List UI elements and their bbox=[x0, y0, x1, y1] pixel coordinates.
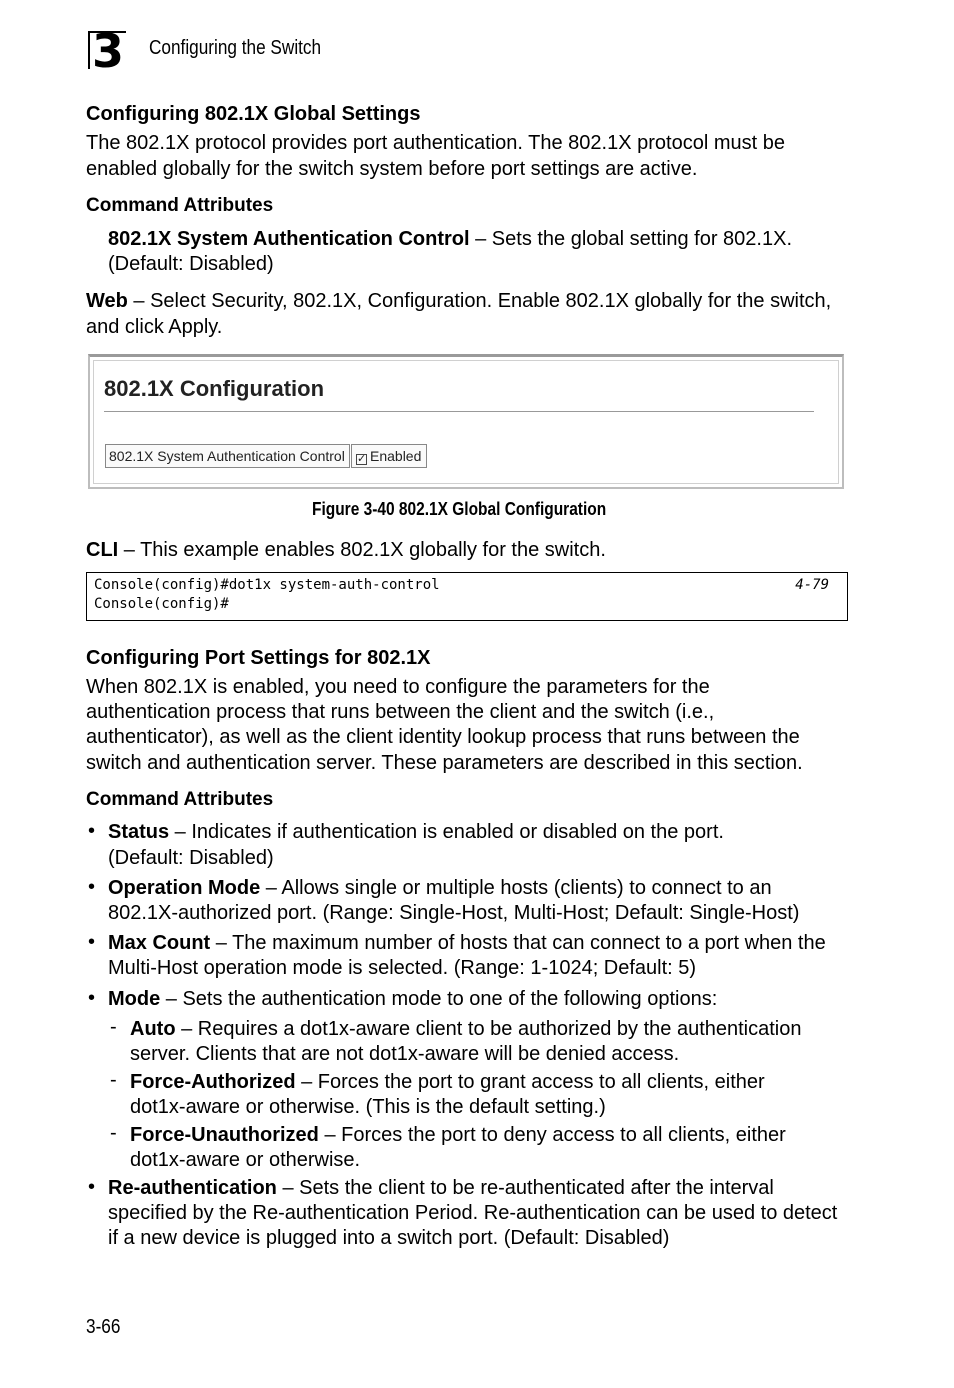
command-attributes-heading-2: Command Attributes bbox=[86, 789, 274, 810]
forceauth-desc: – Forces the port to grant access to all clients, either bbox=[295, 1071, 765, 1093]
mode-force-unauthorized bbox=[130, 1122, 786, 1148]
web-desc: – Select Security, 802.1X, Configuration. Enable 802.1X globally for the switch, bbox=[127, 290, 832, 312]
mode-auto bbox=[130, 1016, 802, 1042]
running-title: Configuring the Switch bbox=[149, 37, 322, 59]
bullet: • bbox=[88, 876, 96, 898]
attr-status bbox=[108, 819, 724, 845]
cli-term: CLI bbox=[86, 539, 119, 561]
auto-line-2: server. Clients that are not dot1x-aware will be denied access. bbox=[130, 1043, 680, 1065]
port-intro-line-3: authenticator), as well as the client identity lookup process that runs between the bbox=[86, 726, 800, 748]
code-line-2: Console(config)# bbox=[94, 596, 229, 612]
status-desc: – Indicates if authentication is enabled or disabled on the port. bbox=[169, 821, 724, 843]
forceunauth-line-2: dot1x-aware or otherwise. bbox=[130, 1149, 361, 1171]
figure-caption: Figure 3-40 802.1X Global Configuration bbox=[312, 499, 607, 519]
attr-re-authentication bbox=[108, 1175, 774, 1201]
mode-term: Mode bbox=[108, 988, 161, 1010]
cli-desc: – This example enables 802.1X globally for the switch. bbox=[118, 539, 606, 561]
web-term: Web bbox=[86, 290, 128, 312]
intro-line-2: enabled globally for the switch system before port settings are active. bbox=[86, 158, 698, 180]
forceauth-line-2: dot1x-aware or otherwise. (This is the default setting.) bbox=[130, 1096, 606, 1118]
dash: - bbox=[110, 1122, 117, 1144]
section-heading-global: Configuring 802.1X Global Settings bbox=[86, 103, 421, 125]
auto-term: Auto bbox=[130, 1018, 176, 1040]
reauth-term: Re-authentication bbox=[108, 1177, 277, 1199]
section-heading-port: Configuring Port Settings for 802.1X bbox=[86, 647, 431, 669]
bullet: • bbox=[88, 820, 96, 842]
mode-desc: – Sets the authentication mode to one of the following options: bbox=[160, 988, 718, 1010]
opmode-term: Operation Mode bbox=[108, 877, 261, 899]
code-line-1: Console(config)#dot1x system-auth-control bbox=[94, 577, 440, 593]
enabled-label: Enabled bbox=[370, 448, 422, 464]
maxcount-term: Max Count bbox=[108, 932, 211, 954]
screenshot-title: 802.1X Configuration bbox=[104, 376, 325, 401]
cli-code-block bbox=[86, 572, 848, 621]
attr-term: 802.1X System Authentication Control bbox=[108, 228, 470, 250]
forceauth-term: Force-Authorized bbox=[130, 1071, 296, 1093]
bullet: • bbox=[88, 987, 96, 1009]
forceunauth-term: Force-Unauthorized bbox=[130, 1124, 319, 1146]
system-auth-control-label: 802.1X System Authentication Control bbox=[105, 444, 350, 468]
maxcount-line-2: Multi-Host operation mode is selected. (Range: 1-1024; Default: 5) bbox=[108, 957, 697, 979]
intro-line-1: The 802.1X protocol provides port authentication. The 802.1X protocol must be bbox=[86, 132, 785, 154]
screenshot-802-1x-configuration bbox=[88, 354, 844, 489]
cli-description bbox=[86, 537, 606, 563]
port-intro-line-1: When 802.1X is enabled, you need to configure the parameters for the bbox=[86, 676, 710, 698]
attr-default: (Default: Disabled) bbox=[108, 253, 274, 275]
dash: - bbox=[110, 1016, 117, 1038]
web-instruction-line-1 bbox=[86, 288, 831, 314]
forceunauth-desc: – Forces the port to deny access to all clients, either bbox=[318, 1124, 786, 1146]
opmode-desc: – Allows single or multiple hosts (clients) to connect to an bbox=[260, 877, 772, 899]
attr-system-auth-control bbox=[108, 226, 792, 252]
enabled-checkbox[interactable]: ✓ bbox=[357, 453, 367, 465]
screenshot-divider bbox=[104, 411, 814, 412]
port-intro-line-2: authentication process that runs between the client and the switch (i.e., bbox=[86, 701, 715, 723]
auto-desc: – Requires a dot1x-aware client to be authorized by the authentication bbox=[175, 1018, 802, 1040]
command-attributes-heading: Command Attributes bbox=[86, 195, 274, 216]
port-intro-line-4: switch and authentication server. These parameters are described in this section. bbox=[86, 752, 803, 774]
status-default: (Default: Disabled) bbox=[108, 847, 274, 869]
reauth-desc: – Sets the client to be re-authenticated after the interval bbox=[276, 1177, 774, 1199]
code-reference: 4-79 bbox=[795, 577, 829, 593]
page-number: 3-66 bbox=[86, 1316, 121, 1338]
system-auth-control-field[interactable] bbox=[351, 444, 427, 468]
attr-desc: – Sets the global setting for 802.1X. bbox=[469, 228, 792, 250]
bullet: • bbox=[88, 931, 96, 953]
opmode-line-2: 802.1X-authorized port. (Range: Single-Host, Multi-Host; Default: Single-Host) bbox=[108, 902, 800, 924]
attr-operation-mode bbox=[108, 875, 772, 901]
web-instruction-line-2: and click Apply. bbox=[86, 316, 223, 338]
dash: - bbox=[110, 1069, 117, 1091]
chapter-number: 3 bbox=[92, 24, 125, 78]
reauth-line-3: if a new device is plugged into a switch port. (Default: Disabled) bbox=[108, 1227, 670, 1249]
reauth-line-2: specified by the Re-authentication Period. Re-authentication can be used to detect bbox=[108, 1202, 838, 1224]
attr-max-count bbox=[108, 930, 826, 956]
screenshot-panel bbox=[93, 360, 839, 484]
maxcount-desc: – The maximum number of hosts that can connect to a port when the bbox=[210, 932, 826, 954]
bullet: • bbox=[88, 1176, 96, 1198]
status-term: Status bbox=[108, 821, 170, 843]
mode-force-authorized bbox=[130, 1069, 765, 1095]
attr-mode bbox=[108, 986, 717, 1012]
